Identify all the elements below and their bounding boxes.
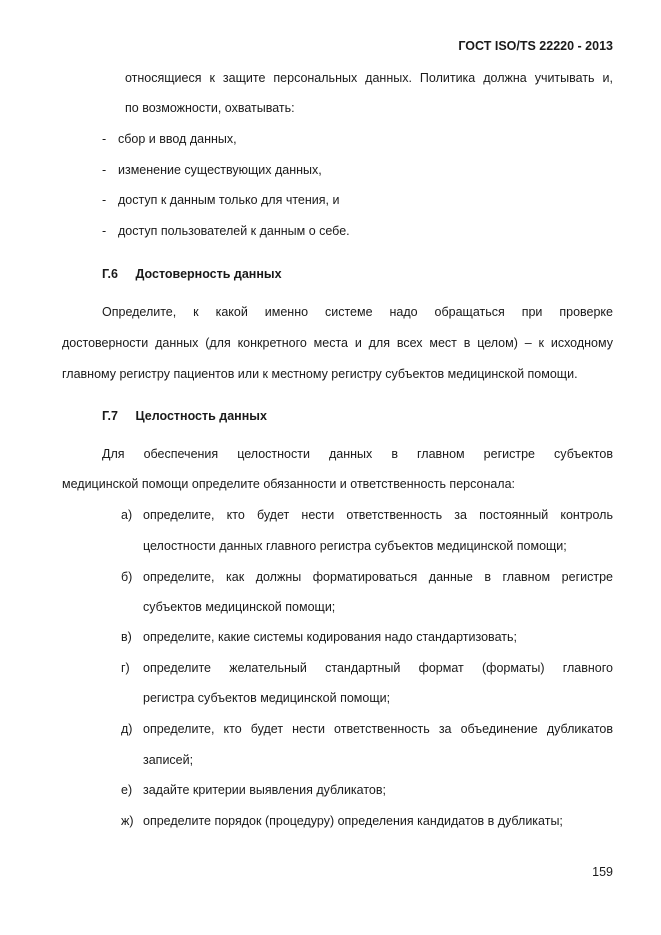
section-heading-g7 [102,408,267,424]
list-item-line: субъектов медицинской помощи; [143,600,336,614]
intro-line-2: по возможности, охватывать: [125,101,295,115]
list-item-line: определите порядок (процедуру) определения кандидатов в дубликаты; [143,814,563,828]
list-marker: ж) [121,814,134,828]
paragraph-line: Для обеспечения целостности данных в главном регистре субъектов [102,447,613,461]
list-item-line: определите желательный стандартный формат (форматы) главного [143,661,613,675]
bullet-item: доступ к данным только для чтения, и [118,193,340,207]
list-item-line: определите, кто будет нести ответственность за постоянный контроль [143,508,613,522]
section-number: Г.6 [102,267,118,281]
list-marker: г) [121,661,130,675]
bullet-item: сбор и ввод данных, [118,132,237,146]
list-marker: в) [121,630,132,644]
list-marker: а) [121,508,133,522]
list-marker: д) [121,722,133,736]
list-item-line: определите, как должны форматироваться данные в главном регистре [143,570,613,584]
bullet-marker: - [102,132,107,146]
list-marker: б) [121,570,133,584]
section-title: Достоверность данных [135,267,282,281]
list-marker: е) [121,783,133,797]
bullet-item: доступ пользователей к данным о себе. [118,224,350,238]
paragraph-line: Определите, к какой именно системе надо обращаться при проверке [102,305,613,319]
paragraph-line: медицинской помощи определите обязанности и ответственность персонала: [62,477,516,491]
list-item-line: регистра субъектов медицинской помощи; [143,691,391,705]
document-header: ГОСТ ISO/TS 22220 - 2013 [458,39,613,53]
bullet-marker: - [102,163,107,177]
intro-line-1: относящиеся к защите персональных данных. Политика должна учитывать и, [125,71,613,85]
list-item-line: определите, какие системы кодирования надо стандартизовать; [143,630,517,644]
bullet-marker: - [102,193,107,207]
section-number: Г.7 [102,409,118,423]
list-item-line: целостности данных главного регистра субъектов медицинской помощи; [143,539,567,553]
bullet-item: изменение существующих данных, [118,163,322,177]
section-heading-g6 [102,266,282,282]
bullet-marker: - [102,224,107,238]
paragraph-line: главному регистру пациентов или к местному регистру субъектов медицинской помощи. [62,367,578,381]
page-number: 159 [592,865,613,879]
section-title: Целостность данных [135,409,267,423]
list-item-line: определите, кто будет нести ответственность за объединение дубликатов [143,722,613,736]
list-item-line: задайте критерии выявления дубликатов; [143,783,386,797]
list-item-line: записей; [143,753,194,767]
paragraph-line: достоверности данных (для конкретного места и для всех мест в целом) – к исходному [62,336,613,350]
